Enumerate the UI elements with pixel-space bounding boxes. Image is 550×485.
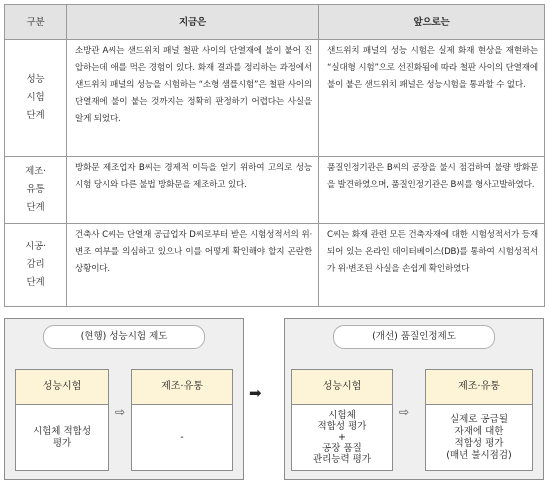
current-system-panel bbox=[4, 318, 244, 480]
improved-system-title: (개선) 품질인정제도 bbox=[333, 325, 495, 349]
header-category: 구분 bbox=[5, 5, 67, 40]
box-heading: 제조·유통 bbox=[426, 370, 532, 405]
stage-label: 성능 시험 단계 bbox=[5, 40, 67, 157]
box-content: 실제로 공급될 자재에 대한 적합성 평가 (매년 불시점검) bbox=[446, 413, 512, 461]
stage-label: 시공· 감리 단계 bbox=[5, 224, 67, 307]
table-header-row bbox=[5, 5, 545, 40]
stage-label: 제조· 유통 단계 bbox=[5, 157, 67, 224]
box-heading: 성능시험 bbox=[292, 370, 392, 405]
future-cell: 샌드위치 패널의 성능 시험은 실제 화재 현상을 재현하는 “실대형 시험”으로 선진화됨에 따라 철판 사이의 단열재에 불이 붙은 샌드위치 패널은 성능시험을 통과할 수 없다. bbox=[319, 40, 545, 157]
now-cell: 건축사 C씨는 단열재 공급업자 D씨로부터 받은 시험성적서의 위·변조 여부를 의심하고 있으나 이를 어떻게 확인해야 할지 곤란한 상황이다. bbox=[67, 224, 319, 307]
table-row bbox=[5, 157, 545, 224]
current-performance-test-box bbox=[15, 369, 109, 471]
right-arrow-icon: ⇨ bbox=[115, 405, 126, 419]
comparison-table bbox=[4, 4, 545, 307]
header-future: 앞으로는 bbox=[319, 5, 545, 40]
box-content: 시험체 적합성 평가 bbox=[32, 425, 92, 449]
box-content: 시험체 적합성 평가 + 공장 품질 관리능력 평가 bbox=[312, 410, 372, 465]
table-row bbox=[5, 40, 545, 157]
current-system-title: (현행) 성능시험 제도 bbox=[43, 325, 205, 349]
improved-system-panel bbox=[284, 318, 544, 480]
box-heading: 성능시험 bbox=[16, 370, 108, 405]
improved-performance-test-box bbox=[291, 369, 393, 471]
future-cell: 품질인정기관은 B씨의 공장을 불시 점검하여 불량 방화문을 발견하였으며, 품질인정기관은 B씨를 형사고발하였다. bbox=[319, 157, 545, 224]
box-content: - bbox=[180, 431, 184, 443]
improved-manufacturing-box bbox=[425, 369, 533, 471]
now-cell: 소방관 A씨는 샌드위치 패널 철판 사이의 단열재에 불이 붙어 진압하는데 애를 먹은 경험이 있다. 화재 결과를 정리하는 과정에서 샌드위치 패널의 성능을 시험하는 “소형 샘플시험”은 철판 사이의 단열재에 불이 붙는 것까지는 정확히 판정하기 어렵다는 사실을 알게 되었다. bbox=[67, 40, 319, 157]
header-now: 지금은 bbox=[67, 5, 319, 40]
right-arrow-icon: ⇨ bbox=[399, 405, 410, 419]
future-cell: C씨는 화재 관련 모든 건축자재에 대한 시험성적서가 등재되어 있는 온라인 데이터베이스(DB)를 통하여 시험성적서가 위·변조된 사실을 손쉽게 확인하였다 bbox=[319, 224, 545, 307]
box-heading: 제조·유통 bbox=[132, 370, 232, 405]
current-manufacturing-box bbox=[131, 369, 233, 471]
transition-arrow-icon: ➡ bbox=[249, 384, 262, 402]
table-row bbox=[5, 224, 545, 307]
now-cell: 방화문 제조업자 B씨는 경제적 이득을 얻기 위하여 고의로 성능 시험 당시와 다른 불법 방화문을 제조하고 있다. bbox=[67, 157, 319, 224]
